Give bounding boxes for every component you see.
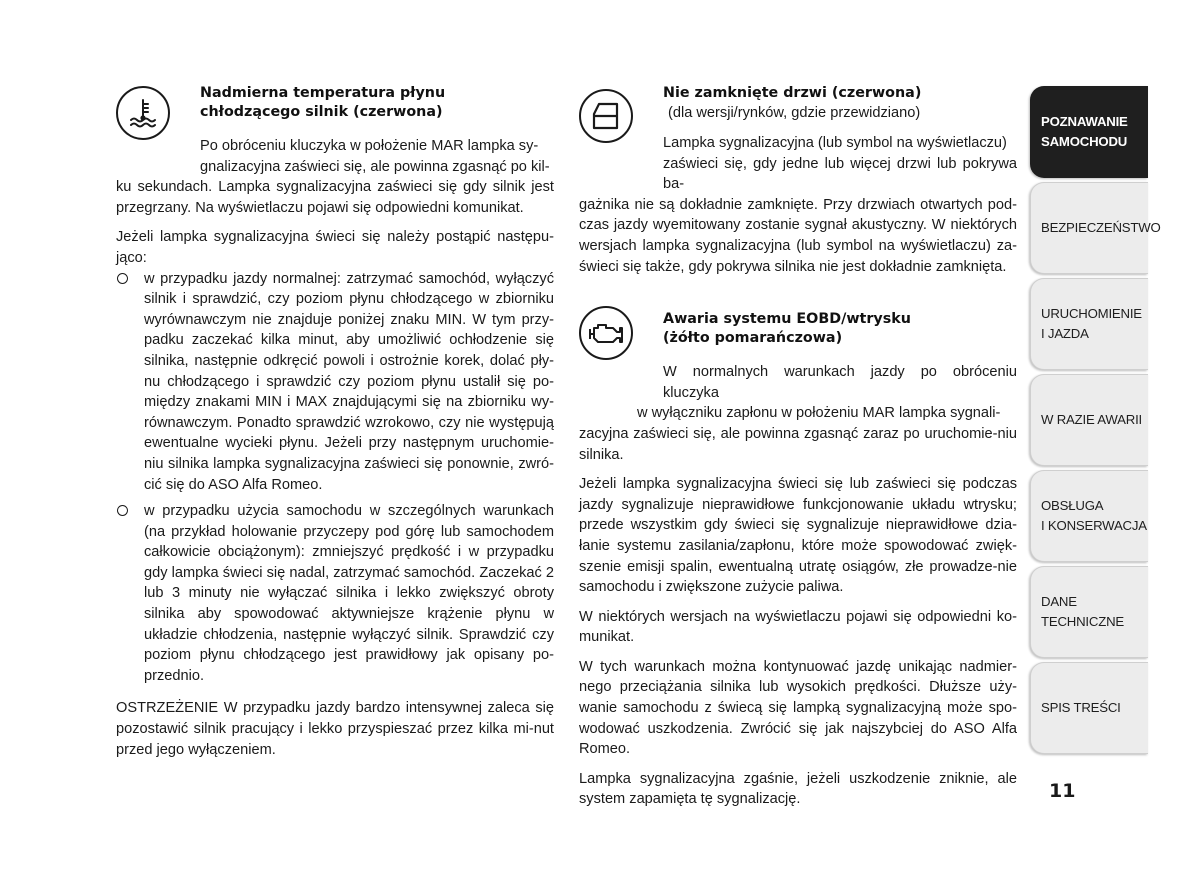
tab-obsluga-i-konserwacja[interactable]: OBSŁUGA I KONSERWACJA (1030, 470, 1148, 562)
tab-poznawanie-samochodu[interactable]: POZNAWANIE SAMOCHODU (1030, 86, 1148, 178)
tab-uruchomienie-i-jazda[interactable]: URUCHOMIENIE I JAZDA (1030, 278, 1148, 370)
door-section-header (579, 84, 1017, 124)
coolant-warning: OSTRZEŻENIE W przypadku jazdy bardzo intensywnej zaleca się pozostawić silnik pracujący i lekko przyspieszać przez kilka mi-nut przed jego wyłączeniem. (116, 700, 554, 758)
left-column (116, 84, 554, 760)
tab-dane-techniczne[interactable]: DANE TECHNICZNE (1030, 566, 1148, 658)
coolant-intro-line2: gnalizacyjna zaświeci się, ale powinna zgasnąć po kil- (200, 158, 550, 175)
door-intro-line2: zaświeci się, gdy jedne lub więcej drzwi lub pokrywa ba- (663, 155, 1017, 193)
door-subheading: (dla wersji/rynków, gdzie przewidziano) (668, 105, 921, 121)
coolant-temperature-icon (116, 86, 170, 140)
coolant-paragraph-2: Jeżeli lampka sygnalizacyjna świeci się należy postąpić następu-jąco: (116, 229, 554, 266)
engine-intro-continued: zacyjna zaświeci się, ale powinna zgasnąć zaraz po uruchomie-niu silnika. (579, 425, 1017, 463)
tab-bezpieczenstwo[interactable]: BEZPIECZEŃSTWO (1030, 182, 1148, 274)
circle-bullet-icon (117, 505, 128, 516)
door-heading: Nie zamknięte drzwi (czerwona) (663, 85, 922, 101)
right-column (579, 84, 1017, 810)
coolant-heading-line2: chłodzącego silnik (czerwona) (200, 104, 443, 120)
door-intro-line1: Lampka sygnalizacyjna (lub symbol na wyświetlaczu) (663, 135, 1007, 151)
engine-check-icon (579, 306, 633, 360)
circle-bullet-icon (117, 273, 128, 284)
engine-heading-line1: Awaria systemu EOBD/wtrysku (663, 311, 911, 328)
tab-spis-tresci[interactable]: SPIS TREŚCI (1030, 662, 1148, 754)
engine-heading-line2: (żółto pomarańczowa) (663, 330, 843, 347)
bullet-text: w przypadku jazdy normalnej: zatrzymać samochód, wyłączyć silnik i sprawdzić, czy poziom płynu chłodzącego w zbiorniku wyrównawczym nie znajduje poniżej znaku MIN. W tym przy-padku zaczekać kilka minut, aby umożliwić ochłodzenie się silnika, następnie odkręcić powoli i ostrożnie korek, dolać pły-nu chłodzącego i sprawdzić czy poziom płynu ustalił się po-między znakami MIN i MAX znajdującymi się na zbiorniku wy-równawczym. Ponadto sprawdzić wzrokowo, czy nie występują ewentualne wycieki płynu. Jeżeli przy następnym uruchomie-niu silnika lampka sygnalizacyjna zaświeci się ponownie, zwró-cić się do ASO Alfa Romeo. (144, 270, 554, 493)
coolant-section-header (116, 84, 554, 124)
engine-paragraph: W tych warunkach można kontynuować jazdę unikając nadmier-nego przeciążania silnika lub wysokich prędkości. Dłuższe uży-wanie samochodu z świecą się lampką sygnalizacyjną może spo-wodować uszkodzenia. Zwrócić się jak najszybciej do ASO Alfa Romeo. (579, 658, 1017, 758)
engine-section-header (579, 310, 1017, 350)
list-item (116, 269, 554, 496)
engine-intro-line2: w wyłączniku zapłonu w położeniu MAR lampka sygnali- (637, 405, 1001, 422)
engine-intro-line1: W normalnych warunkach jazdy po obróceniu kluczyka (663, 364, 1017, 401)
door-intro-continued: gażnika nie są dokładnie zamknięte. Przy drzwiach otwartych pod-czas jazdy wyemitowany zostanie sygnał akustyczny. W niektórych wersjach lampka sygnalizacyjna (lub symbol na wyświetlaczu) za-świeci się także, gdy pokrywa silnika nie jest dokładnie zamknięta. (579, 196, 1017, 275)
coolant-bullet-list (116, 269, 554, 687)
coolant-heading-line1: Nadmierna temperatura płynu (200, 85, 446, 101)
engine-paragraph: Lampka sygnalizacyjna zgaśnie, jeżeli uszkodzenie zniknie, ale system zapamięta tę sygnalizację. (579, 770, 1017, 808)
bullet-text: w przypadku użycia samochodu w szczególnych warunkach (na przykład holowanie przyczepy pod górę lub samochodem całkowicie obciążonym): zmniejszyć prędkość i w przypadku gdy lampka świeci się nadal, zatrzymać samochód. Zaczekać 2 lub 3 minuty nie wyłączać silnika i lekko zwiększyć obroty silnika aby spowodować aktywniejsze krążenie płynu w układzie chłodzenia, następnie wyłączyć silnik. Sprawdzić czy poziom płynu chłodzącego jest prawidłowy jak opisany po-przednio. (144, 503, 554, 684)
tab-w-razie-awarii[interactable]: W RAZIE AWARII (1030, 374, 1148, 466)
engine-paragraph: W niektórych wersjach na wyświetlaczu pojawi się odpowiedni ko-munikat. (579, 608, 1017, 646)
coolant-intro-line1: Po obróceniu kluczyka w położenie MAR lampka sy- (200, 138, 539, 154)
page-number: 11 (1049, 780, 1076, 802)
door-open-icon (579, 89, 633, 143)
chapter-tabs (1030, 86, 1161, 758)
engine-paragraph: Jeżeli lampka sygnalizacyjna świeci się lub zaświeci się podczas jazdy sygnalizuje nieprawidłowe funkcjonowanie układu wtrysku; przede wszystkim gdy świeci się sygnalizuje nieprawidłowe dzia-łanie systemu zasilania/zapłonu, które może spowodować zwięk-szenie emisji spalin, ewentualną utratę osiągów, złe prowadze-nie samochodu i zwiększone zużycie paliwa. (579, 476, 1017, 596)
list-item (116, 501, 554, 686)
coolant-intro-continued: ku sekundach. Lampka sygnalizacyjna zaświeci się gdy silnik jest przegrzany. Na wyświetlaczu pojawi się odpowiedni komunikat. (116, 179, 554, 216)
